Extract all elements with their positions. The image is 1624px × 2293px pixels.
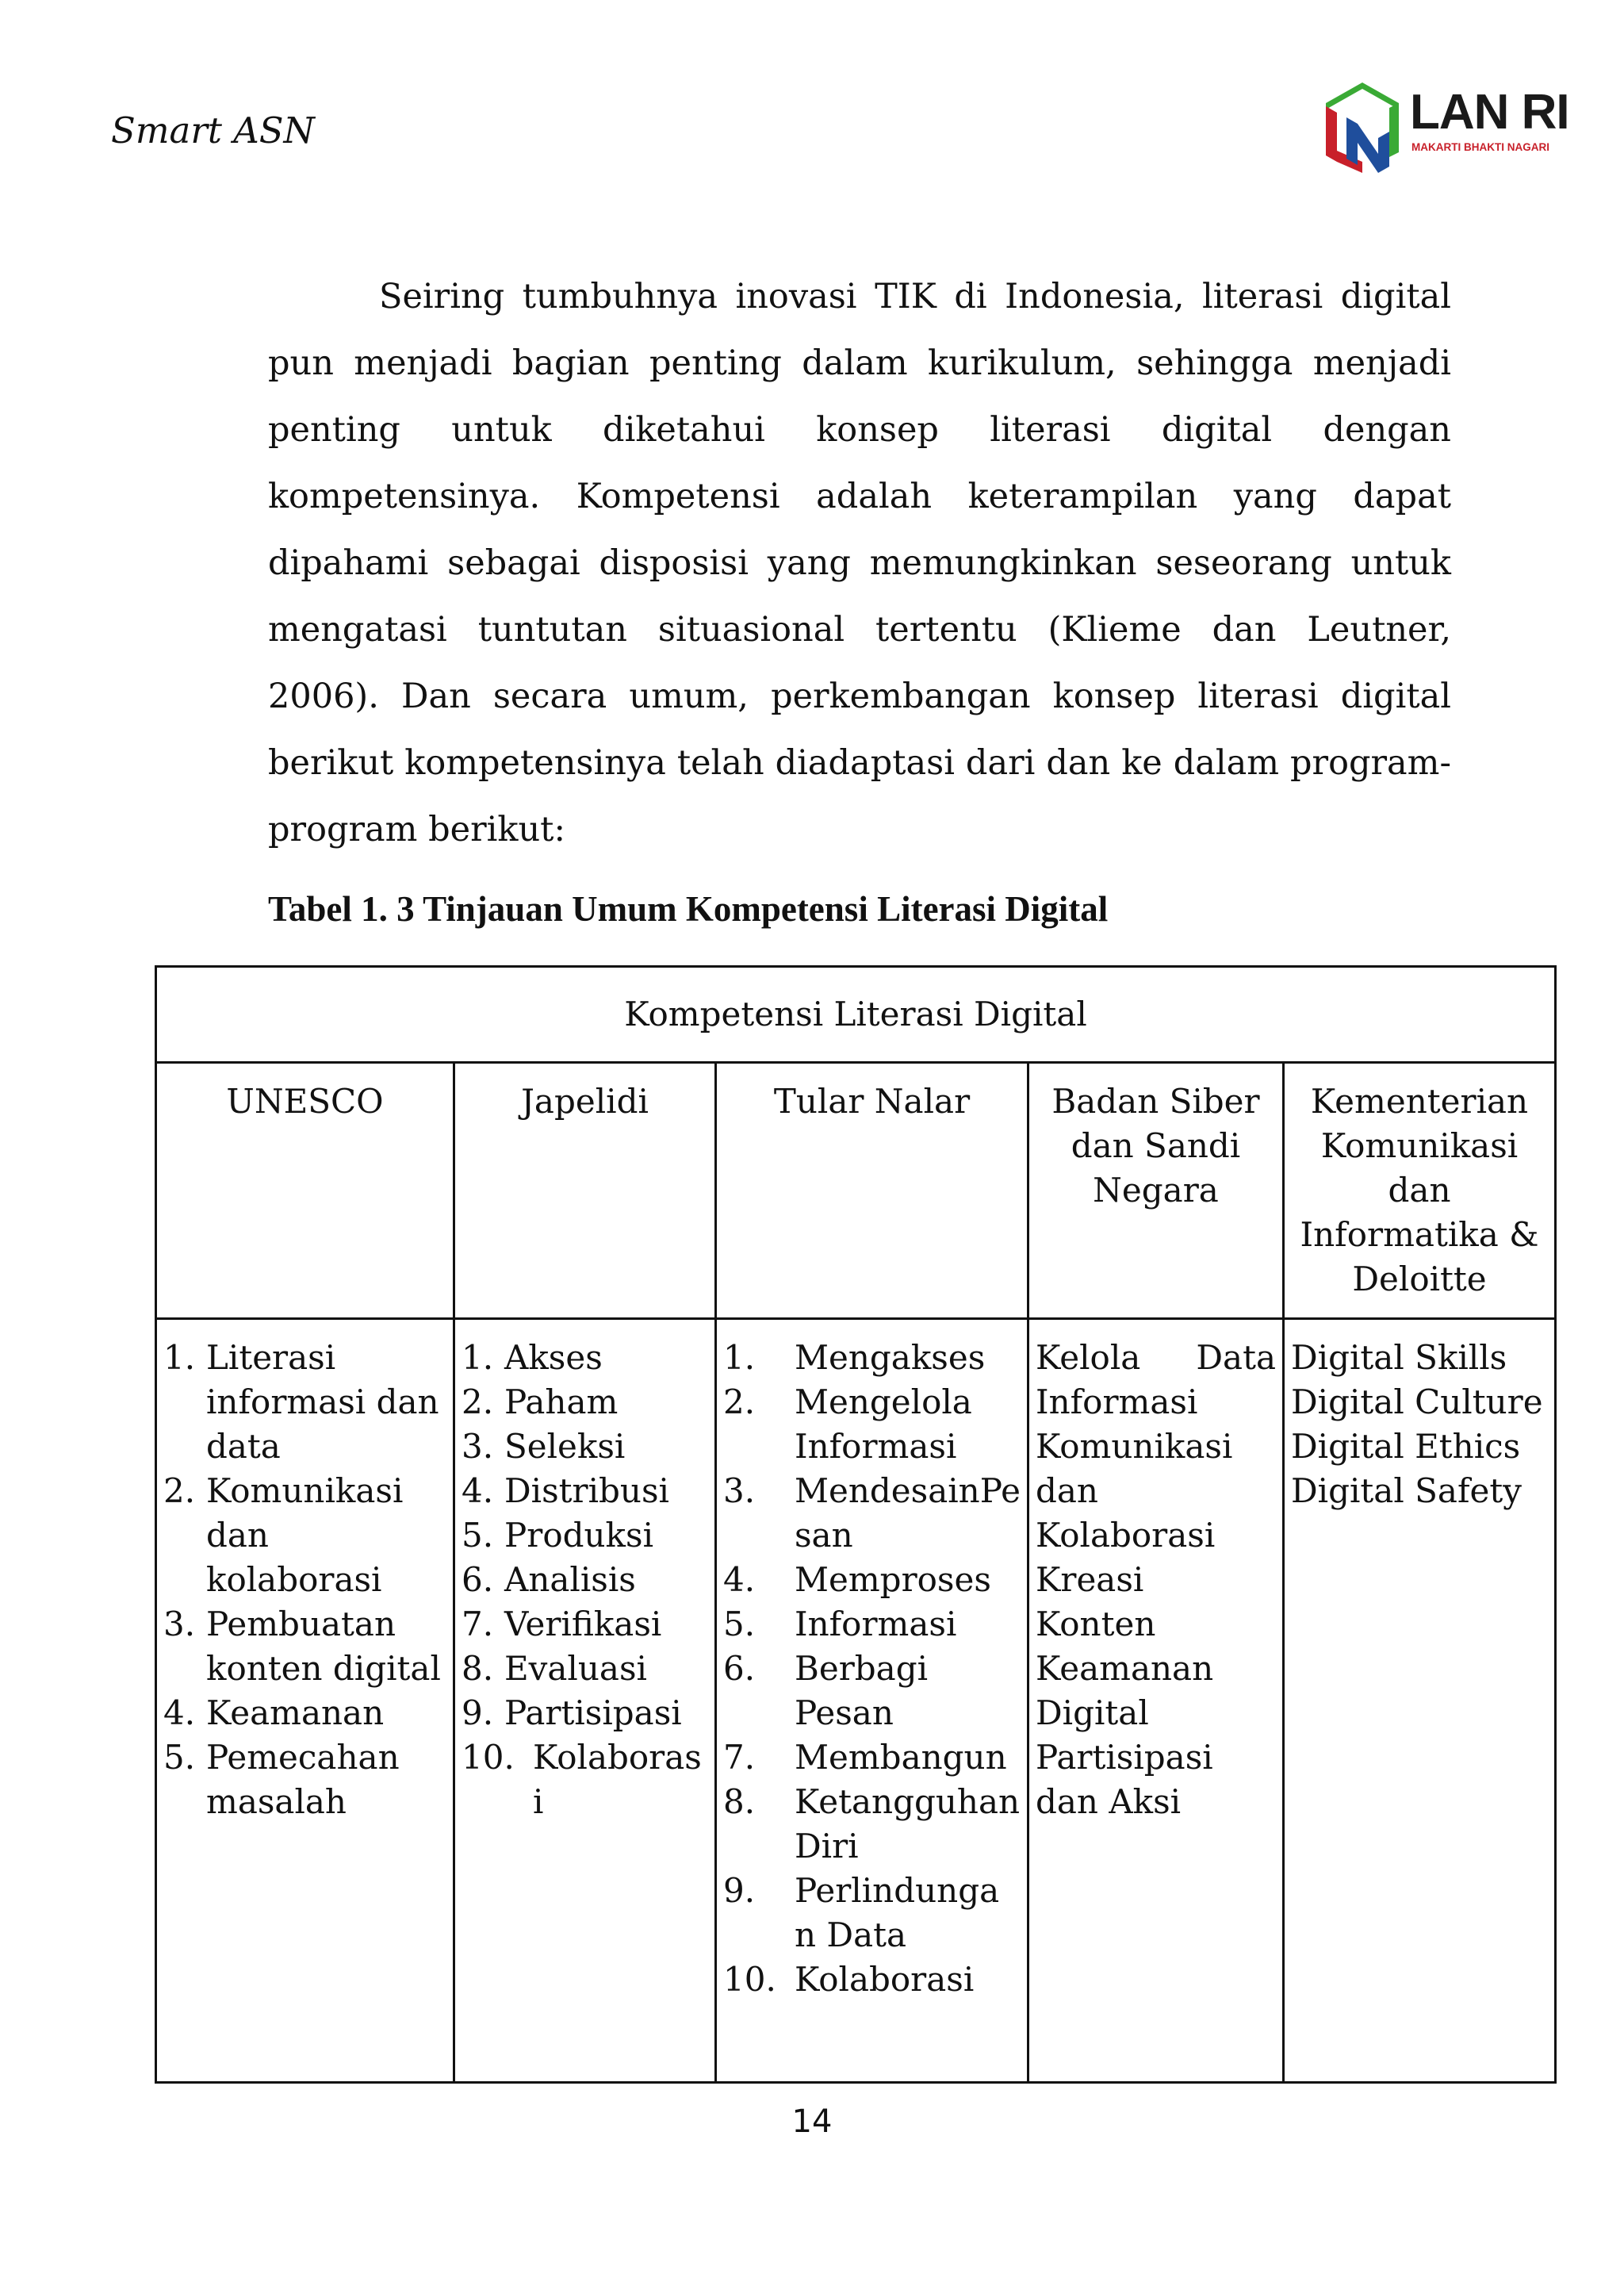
- list-item: 8. Evaluasi: [462, 1649, 647, 1688]
- list-item: Digital Safety: [1291, 1471, 1522, 1510]
- list-item: 6. Analisis: [462, 1560, 636, 1599]
- cell-japelidi: [454, 1319, 716, 2083]
- list-item: 1. Mengakses: [723, 1338, 986, 1377]
- list-item: Kolaborasi: [1036, 1516, 1216, 1555]
- list-item: 10. Kolaborasi: [462, 1738, 702, 1821]
- list-item: 9. Partisipasi: [462, 1693, 682, 1732]
- list-item: 2. Paham: [462, 1382, 619, 1421]
- tular-nalar-list: [723, 1336, 1021, 2002]
- header-unesco: UNESCO: [156, 1063, 454, 1319]
- list-item: Informasi: [1036, 1382, 1198, 1421]
- lan-ri-logo: [1323, 79, 1569, 178]
- list-item: 6. Berbagi Pesan: [723, 1649, 929, 1732]
- cell-kominfo-deloitte: [1284, 1319, 1556, 2083]
- running-title: Smart ASN: [111, 109, 315, 151]
- header-bssn: Badan Siber dan Sandi Negara: [1028, 1063, 1284, 1319]
- page-number: 14: [791, 2103, 833, 2140]
- list-item: dan: [1036, 1471, 1098, 1510]
- list-item: 4. Distribusi: [462, 1471, 669, 1510]
- list-item: 2. Komunikasi dan kolaborasi: [163, 1471, 404, 1599]
- list-item: 4. Memproses: [723, 1560, 991, 1599]
- list-item: 3. Pembuatan konten digital: [163, 1605, 441, 1688]
- table-title: Kompetensi Literasi Digital: [156, 967, 1556, 1063]
- list-item: 7. Verifikasi: [462, 1605, 662, 1643]
- list-item: 8. Ketangguhan Diri: [723, 1782, 1021, 1865]
- list-item: 4. Keamanan: [163, 1693, 385, 1732]
- unesco-list: [163, 1336, 446, 1824]
- header-japelidi: Japelidi: [454, 1063, 716, 1319]
- table-caption: Tabel 1. 3 Tinjauan Umum Kompetensi Literasi Digital: [268, 889, 1109, 929]
- list-item: Digital: [1036, 1693, 1149, 1732]
- list-item: 2. Mengelola Informasi: [723, 1382, 972, 1466]
- japelidi-list: [462, 1336, 708, 1824]
- list-item: 5. Pemecahan masalah: [163, 1738, 400, 1821]
- list-item: Digital Culture: [1291, 1382, 1543, 1421]
- list-item: 7. Membangun: [723, 1738, 1007, 1777]
- list-item: Digital Skills: [1291, 1338, 1507, 1377]
- intro-paragraph: Seiring tumbuhnya inovasi TIK di Indonesia, literasi digital pun menjadi bagian penting dalam kurikulum, sehingga menjadi penting untuk diketahui konsep literasi digital dengan kompetensinya. Kompetensi adalah keterampilan yang dapat dipahami sebagai disposisi yang memungkinkan seseorang untuk mengatasi tuntutan situasional tertentu (Klieme dan Leutner, 2006). Dan secara umum, perkembangan konsep literasi digital berikut kompetensinya telah diadaptasi dari dan ke dalam program-program berikut:: [268, 277, 1451, 849]
- list-item: 5. Produksi: [462, 1516, 653, 1555]
- list-item: Keamanan: [1036, 1649, 1214, 1688]
- cell-tular-nalar: [716, 1319, 1028, 2083]
- list-item: Partisipasi: [1036, 1738, 1213, 1777]
- list-item: Komunikasi: [1036, 1427, 1233, 1466]
- competency-table: [155, 965, 1557, 2084]
- list-item: Kelola Data: [1036, 1338, 1276, 1377]
- list-item: Kreasi: [1036, 1560, 1144, 1599]
- logo-tagline: MAKARTI BHAKTI NAGARI: [1411, 141, 1549, 153]
- list-item: 9. Perlindungan Data: [723, 1871, 1000, 1954]
- list-item: 1. Akses: [462, 1338, 603, 1377]
- list-item: 3. Seleksi: [462, 1427, 626, 1466]
- list-item: 3. MendesainPesan: [723, 1471, 1021, 1555]
- cell-bssn: [1028, 1319, 1284, 2083]
- list-item: dan Aksi: [1036, 1782, 1182, 1821]
- list-item: Digital Ethics: [1291, 1427, 1521, 1466]
- cell-unesco: [156, 1319, 454, 2083]
- bssn-list: [1036, 1336, 1276, 1824]
- list-item: 1. Literasi informasi dan data: [163, 1338, 439, 1466]
- kominfo-list: [1291, 1336, 1548, 1513]
- lan-ri-emblem-icon: [1323, 79, 1402, 174]
- logo-name: LAN RI: [1410, 85, 1569, 140]
- list-item: 10. Kolaborasi: [723, 1960, 975, 1999]
- list-item: Konten: [1036, 1605, 1156, 1643]
- header-kominfo-deloitte: Kementerian Komunikasi dan Informatika & Deloitte: [1284, 1063, 1556, 1319]
- list-item: 5. Informasi: [723, 1605, 957, 1643]
- header-tular-nalar: Tular Nalar: [716, 1063, 1028, 1319]
